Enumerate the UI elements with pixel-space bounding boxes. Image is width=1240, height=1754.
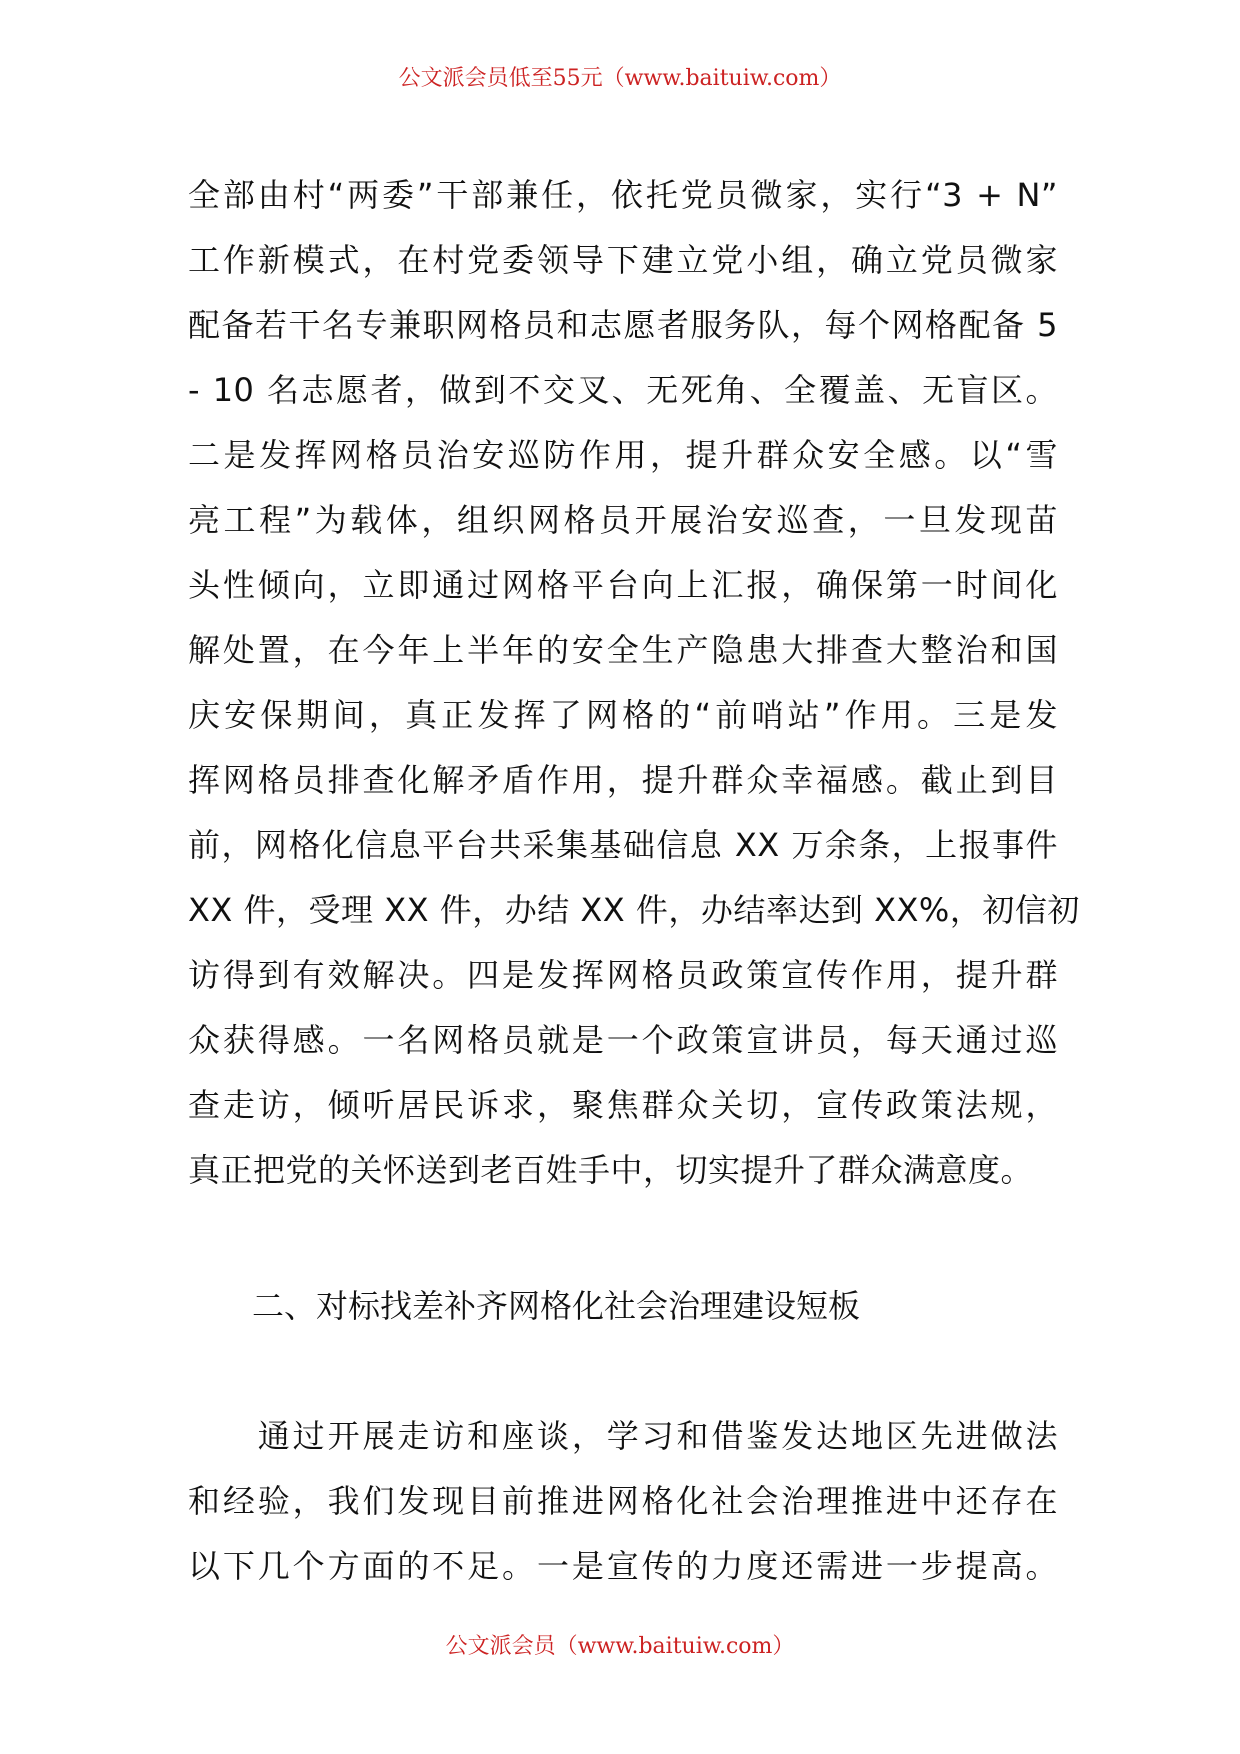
body-paragraph-1: [188, 163, 1080, 1203]
footer-watermark-banner: 公文派会员（www.baituiw.com）: [445, 1634, 795, 1659]
text-line: 以下几个方面的不足。一是宣传的力度还需进一步提高。: [188, 1547, 1058, 1585]
header-watermark-banner: 公文派会员低至55元（www.baituiw.com）: [398, 66, 842, 91]
text-line: 通过开展走访和座谈，学习和借鉴发达地区先进做法: [188, 1417, 1058, 1455]
text-line: - 10 名志愿者，做到不交叉、无死角、全覆盖、无盲区。: [188, 371, 1058, 409]
text-line: 挥网格员排查化解矛盾作用，提升群众幸福感。截止到目: [188, 761, 1058, 799]
text-line: 头性倾向，立即通过网格平台向上汇报，确保第一时间化: [188, 566, 1058, 604]
text-line: 访得到有效解决。四是发挥网格员政策宣传作用，提升群: [188, 956, 1058, 994]
text-line: 和经验，我们发现目前推进网格化社会治理推进中还存在: [188, 1482, 1058, 1520]
text-line: 全部由村“两委”干部兼任，依托党员微家，实行“3 + N”: [188, 176, 1058, 214]
text-line: 查走访，倾听居民诉求，聚焦群众关切，宣传政策法规，: [188, 1086, 1058, 1124]
text-line: 真正把党的关怀送到老百姓手中，切实提升了群众满意度。: [188, 1151, 1034, 1189]
text-line: 解处置，在今年上半年的安全生产隐患大排查大整治和国: [188, 631, 1058, 669]
text-line: 亮工程”为载体，组织网格员开展治安巡查，一旦发现苗: [188, 501, 1058, 539]
text-line: 工作新模式，在村党委领导下建立党小组，确立党员微家: [188, 241, 1058, 279]
body-paragraph-2: [188, 1404, 1058, 1599]
text-line: 前，网格化信息平台共采集基础信息 XX 万余条，上报事件: [188, 826, 1058, 864]
section-heading: 二、对标找差补齐网格化社会治理建设短板: [252, 1287, 861, 1325]
text-line: 二是发挥网格员治安巡防作用，提升群众安全感。以“雪: [188, 436, 1058, 474]
text-line: 庆安保期间，真正发挥了网格的“前哨站”作用。三是发: [188, 696, 1058, 734]
text-line: 众获得感。一名网格员就是一个政策宣讲员，每天通过巡: [188, 1021, 1058, 1059]
text-line: XX 件，受理 XX 件，办结 XX 件，办结率达到 XX%，初信初: [188, 891, 1080, 929]
text-line: 配备若干名专兼职网格员和志愿者服务队，每个网格配备 5: [188, 306, 1058, 344]
